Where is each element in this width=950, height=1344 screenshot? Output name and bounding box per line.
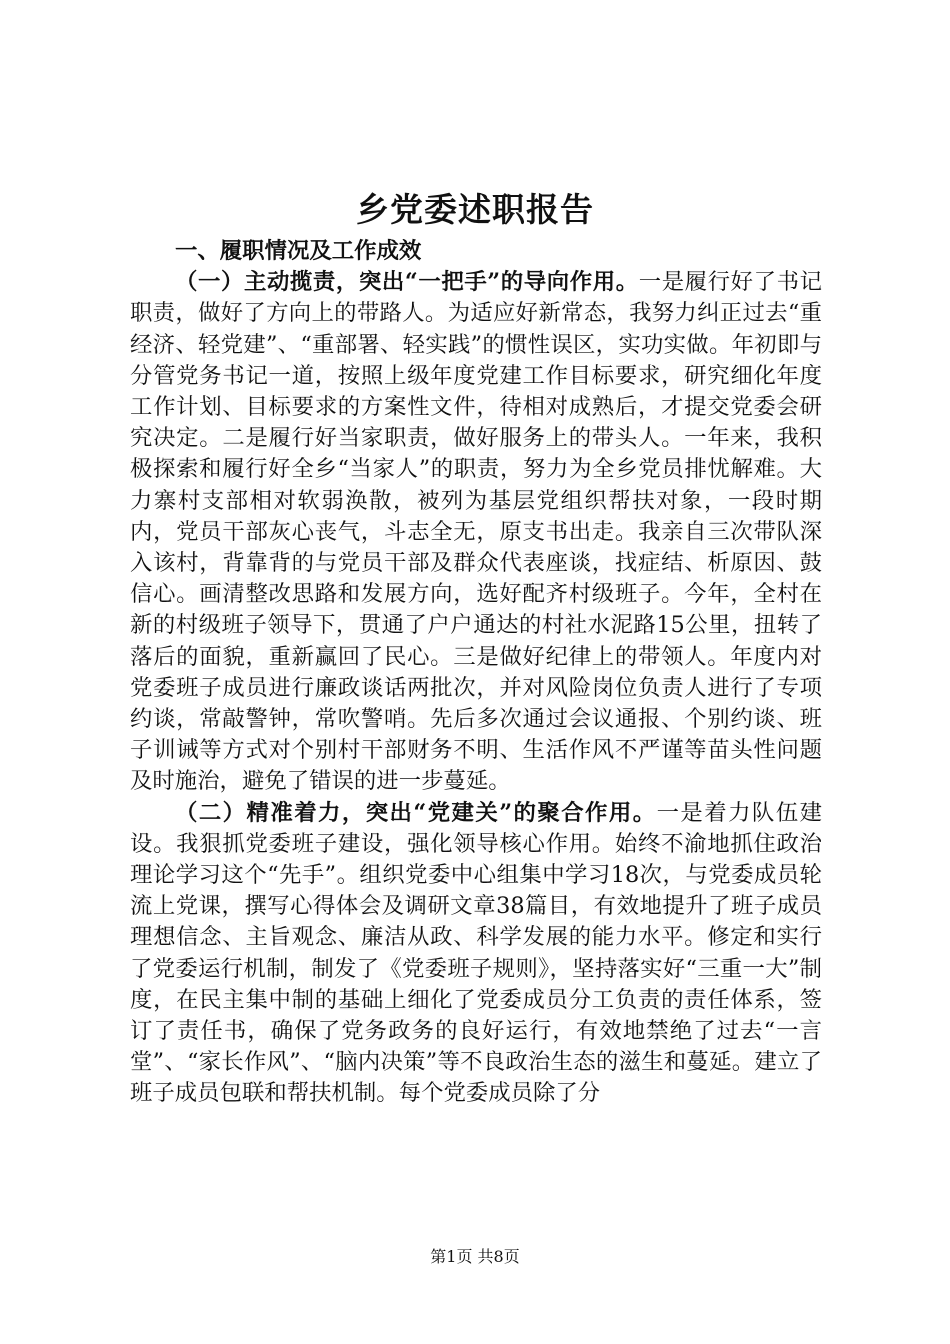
document-title: 乡党委述职报告 <box>356 190 594 229</box>
page-footer: 第1页 共8页 <box>430 1247 520 1266</box>
paragraph-2-text: 一是着力队伍建设。我狠抓党委班子建设，强化领导核心作用。始终不渝地抓住政治理论学习这个“先手”。组织党委中心组集中学习18次，与党委成员轮流上党课，撰写心得体会及调研文章38篇目，有效地提升了班子成员理想信念、主旨观念、廉洁从政、科学发展的能力水平。修定和实行了党委运行机制，制发了《党委班子规则》，坚持落实好“三重一大”制度，在民主集中制的基础上细化了党委成员分工负责的责任体系，签订了责任书，确保了党务政务的良好运行，有效地禁绝了过去“一言堂”、“家长作风”、“脑内决策”等不良政治生态的滋生和蔓延。建立了班子成员包联和帮扶机制。每个党委成员除了分 <box>130 799 822 1107</box>
paragraph-1-text: 一是履行好了书记职责，做好了方向上的带路人。为适应好新常态，我努力纠正过去“重经济、轻党建”、“重部署、轻实践”的惯性误区，实功实做。年初即与分管党务书记一道，按照上级年度党建工作目标要求，研究细化年度工作计划、目标要求的方案性文件，待相对成熟后，才提交党委会研究决定。二是履行好当家职责，做好服务上的带头人。一年来，我积极探索和履行好全乡“当家人”的职责，努力为全乡党员排忧解难。大力寨村支部相对软弱涣散，被列为基层党组织帮扶对象，一段时期内，党员干部灰心丧气，斗志全无，原支书出走。我亲自三次带队深入该村，背靠背的与党员干部及群众代表座谈，找症结、析原因、鼓信心。画清整改思路和发展方向，选好配齐村级班子。今年，全村在新的村级班子领导下，贯通了户户通达的村社水泥路15公里，扭转了落后的面貌，重新赢回了民心。三是做好纪律上的带领人。年度内对党委班子成员进行廉政谈话两批次，并对风险岗位负责人进行了专项约谈，常敲警钟，常吹警哨。先后多次通过会议通报、个别约谈、班子训诫等方式对个别村干部财务不明、生活作风不严谨等苗头性问题及时施治，避免了错误的进一步蔓延。 <box>130 269 822 795</box>
paragraph-2 <box>130 798 822 1110</box>
document-body <box>130 236 822 1110</box>
paragraph-1-lead: （一）主动揽责，突出“一把手”的导向作用。 <box>175 269 639 296</box>
paragraph-1 <box>130 267 822 797</box>
section-heading: 一、履职情况及工作成效 <box>175 238 422 264</box>
paragraph-2-lead: （二）精准着力，突出“党建关”的聚合作用。 <box>175 799 657 826</box>
